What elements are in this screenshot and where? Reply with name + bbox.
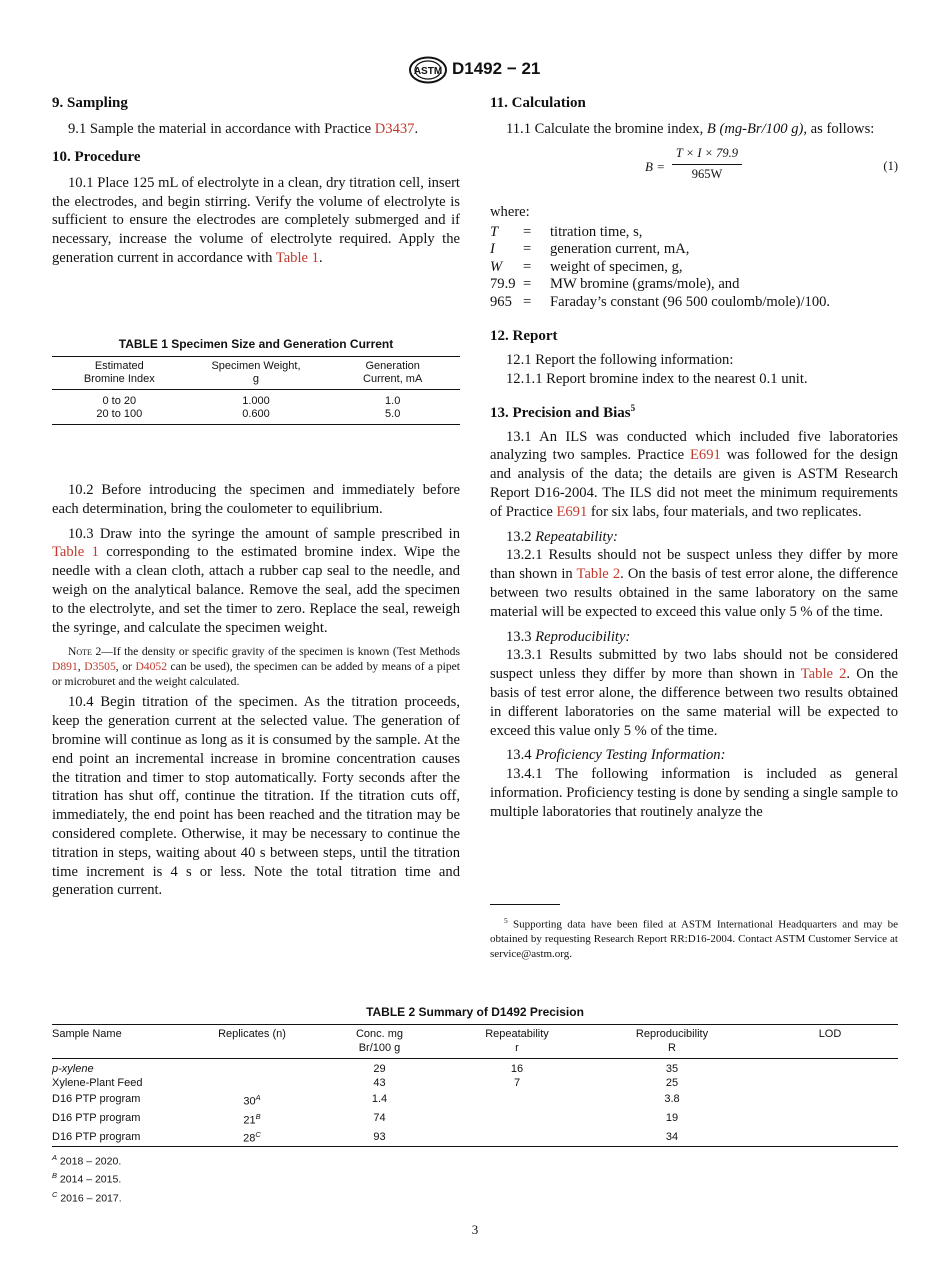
table-cell bbox=[452, 1109, 582, 1128]
table-cell: 1.4 bbox=[371, 1093, 388, 1106]
table-cell bbox=[762, 1109, 898, 1128]
para-13-2: 13.2 Repeatability: bbox=[506, 528, 618, 545]
definition-row: I = generation current, mA, bbox=[490, 241, 690, 258]
footnote-5: $^5$ Supporting data have been filed at ASTM International Headquarters and may be obtained by requesting Research Report RR:D16-2004. Contact ASTM Customer Service at service@astm.org. bbox=[490, 916, 898, 960]
table-cell: 93 bbox=[373, 1130, 386, 1143]
table-cell: D16 PTP program bbox=[52, 1093, 141, 1106]
table-cell: Xylene-Plant Feed bbox=[52, 1077, 143, 1089]
table-cell: p-xylene bbox=[52, 1063, 94, 1075]
astm-logo bbox=[408, 56, 448, 84]
para-13-3: 13.3 Reproducibility: bbox=[506, 628, 631, 645]
para-13-4-1: 13.4.1 The following information is included as general information. Proficiency testing is done by sending a single sample to multiple laboratories that routinely analyze the bbox=[490, 766, 898, 820]
para-13-2-1: 13.2.1 Results should not be suspect unless they differ by more than shown in Table 2. On the basis of test error alone, the difference between two results obtained in the same laboratory on the same material will be expected to exceed this value only 5 % of the time. bbox=[490, 547, 898, 620]
table-cell bbox=[452, 1127, 582, 1146]
table-cell: $21^B$ bbox=[243, 1111, 261, 1127]
table-1-grid bbox=[52, 356, 460, 425]
table-cell: 16 bbox=[510, 1063, 524, 1075]
table-1-header: Estimated Bromine Index bbox=[83, 360, 155, 385]
link-table-1[interactable]: Table 1 bbox=[275, 249, 319, 266]
para-13-3-1: 13.3.1 Results submitted by two labs should not be considered suspect unless they differ by more than shown in Table 2. On the basis of test error alone, the difference between two results obtained in different laboratories on the same material will be expected to exceed this value only 5 % of the time. bbox=[490, 647, 898, 739]
note-label: Note 2 bbox=[68, 645, 102, 659]
table-2 bbox=[52, 1005, 898, 1205]
definition-row: 965 = Faraday’s constant (96 500 coulomb/mole)/100. bbox=[490, 293, 831, 310]
table-cell: 20 to 100 bbox=[96, 408, 143, 420]
equation-1 bbox=[490, 142, 898, 194]
table-2-header: Sample Name bbox=[52, 1028, 122, 1040]
page-number: 3 bbox=[471, 1222, 479, 1237]
section-13-title: 13. Precision and Bias$^5$ bbox=[490, 402, 636, 421]
link-d891[interactable]: D891 bbox=[52, 660, 78, 674]
para-12-1: 12.1 Report the following information: bbox=[506, 352, 734, 369]
link-e691[interactable]: E691 bbox=[556, 503, 588, 520]
table-2-note: $^C$ 2016 – 2017. bbox=[52, 1189, 122, 1205]
table-2-header: Conc. mg Br/100 g bbox=[355, 1028, 404, 1054]
table-row bbox=[52, 1059, 898, 1077]
table-row bbox=[52, 408, 460, 425]
left-column-lower bbox=[52, 481, 460, 900]
right-column bbox=[490, 94, 898, 822]
para-10-2: 10.2 Before introducing the specimen and immediately before each determination, bring the coulometer to equilibrium. bbox=[52, 482, 460, 517]
note-2: Note 2—If the density or specific gravity of the specimen is known (Test Methods D891, D3505, or D4052 can be used), the specimen can be added by means of a pipet or microburet and the weight calculated. bbox=[52, 645, 460, 689]
table-1 bbox=[52, 337, 460, 425]
table-row bbox=[52, 1109, 898, 1128]
section-11-title: 11. Calculation bbox=[490, 95, 586, 111]
link-table-2[interactable]: Table 2 bbox=[800, 666, 847, 683]
table-cell bbox=[197, 1076, 307, 1090]
section-12-title: 12. Report bbox=[490, 328, 558, 345]
svg-text:ASTM: ASTM bbox=[413, 66, 443, 77]
para-10-3: 10.3 Draw into the syringe the amount of sample prescribed in Table 1 corresponding to the estimated bromine index. Wipe the needle with a clean cloth, attach a rubber cap seal to the needle, and weigh on the analytical balance. Remove the seal, add the specimen to the electrolyte, and set the timer to zero. Replace the seal, reweigh the syringe, and calculate the specimen weight. bbox=[52, 525, 460, 636]
table-2-header: Reproducibility R bbox=[635, 1028, 709, 1054]
table-cell: $28^C$ bbox=[243, 1130, 261, 1145]
para-11-1: 11.1 Calculate the bromine index, B (mg-Br/100 g), as follows: bbox=[506, 121, 875, 137]
table-cell bbox=[452, 1090, 582, 1109]
link-table-2[interactable]: Table 2 bbox=[576, 566, 621, 583]
where-definitions bbox=[490, 224, 830, 312]
table-1-header-row bbox=[52, 357, 460, 390]
table-2-header: Replicates (n) bbox=[218, 1028, 286, 1040]
table-cell: 7 bbox=[513, 1077, 521, 1089]
table-cell: 43 bbox=[373, 1077, 386, 1089]
table-cell: D16 PTP program bbox=[52, 1111, 141, 1124]
equation-lhs: B = bbox=[645, 158, 665, 174]
table-cell: 74 bbox=[373, 1111, 386, 1124]
para-13-4: 13.4 Proficiency Testing Information: bbox=[506, 747, 726, 764]
table-1-title: TABLE 1 Specimen Size and Generation Current bbox=[118, 337, 394, 351]
table-2-grid bbox=[52, 1024, 898, 1147]
table-cell: D16 PTP program bbox=[52, 1130, 141, 1143]
link-d4052[interactable]: D4052 bbox=[135, 660, 167, 674]
para-10-1: 10.1 Place 125 mL of electrolyte in a clean, dry titration cell, insert the electrodes, and begin stirring. Verify the volume of electrolyte is sufficient to ensure the electrodes are completely submerged and if necessary, increase the volume of electrolyte required. Apply the generation current in accordance with Table 1. bbox=[52, 174, 460, 266]
definition-row: 79.9 = MW bromine (grams/mole), and bbox=[490, 276, 740, 293]
definition-row: T = titration time, s, bbox=[490, 223, 643, 240]
link-table-1[interactable]: Table 1 bbox=[52, 544, 99, 561]
link-d3505[interactable]: D3505 bbox=[84, 660, 116, 674]
table-cell: 3.8 bbox=[664, 1093, 680, 1106]
table-cell: 19 bbox=[665, 1111, 679, 1124]
table-2-title: TABLE 2 Summary of D1492 Precision bbox=[366, 1005, 584, 1019]
document-designation: D1492 − 21 bbox=[452, 59, 541, 78]
table-cell bbox=[197, 1059, 307, 1077]
table-1-header: Generation Current, mA bbox=[363, 360, 423, 385]
para-10-4: 10.4 Begin titration of the specimen. As the titration proceeds, keep the generation current at the selected value. The generation of bromine will continue as long as it is consumed by the sample. At the end point an incremental increase in bromine concentration causes the titration and timer to stop automatically. Forty seconds after the titration has shut off, continue the titration. If the titration cuts off, immediately, the end point has been reached and the titration may be considered complete. Otherwise, it may be necessary to continue the titration in steps, waiting about 40 s between steps, until the titration time increment is 4 s or less. Note the total titration time and generation current. bbox=[52, 694, 460, 899]
table-2-header-row bbox=[52, 1025, 898, 1059]
definition-row: W = weight of specimen, g, bbox=[490, 258, 683, 275]
link-e691[interactable]: E691 bbox=[690, 447, 721, 464]
equation-numerator: T × I × 79.9 bbox=[675, 145, 739, 160]
section-10-title: 10. Procedure bbox=[52, 148, 141, 165]
table-2-notes bbox=[52, 1150, 898, 1206]
table-cell: 1.000 bbox=[242, 395, 270, 407]
table-row bbox=[52, 1090, 898, 1109]
page-header bbox=[0, 56, 950, 86]
table-2-header: LOD bbox=[818, 1028, 842, 1040]
table-cell: 29 bbox=[373, 1063, 386, 1075]
table-cell: 0.600 bbox=[242, 408, 270, 420]
footnote-rule bbox=[490, 904, 560, 905]
para-13-1: 13.1 An ILS was conducted which included five laboratories analyzing two samples. Practice E691 was followed for the design and analysis of the data; the details are given is ASTM Research Report D16-2004. The ILS did not meet the minimum requirements of Practice E691 for six labs, four materials, and two replicates. bbox=[490, 428, 899, 520]
table-2-note: $^A$ 2018 – 2020. bbox=[52, 1152, 122, 1168]
section-9-title: 9. Sampling bbox=[52, 95, 128, 111]
table-2-note: $^B$ 2014 – 2015. bbox=[52, 1171, 122, 1186]
table-cell: 35 bbox=[665, 1063, 679, 1075]
table-2-header: Repeatability r bbox=[485, 1028, 549, 1054]
table-row bbox=[52, 1076, 898, 1090]
table-row bbox=[52, 390, 460, 409]
equation-fraction-bar bbox=[672, 164, 742, 165]
table-cell: $30^A$ bbox=[243, 1093, 261, 1108]
table-cell: 25 bbox=[665, 1077, 679, 1089]
equation-number: (1) bbox=[883, 158, 898, 173]
table-cell: 0 to 20 bbox=[102, 395, 137, 407]
table-cell: 34 bbox=[665, 1130, 679, 1143]
table-1-header: Specimen Weight, g bbox=[211, 360, 301, 385]
table-row bbox=[52, 1127, 898, 1146]
left-column bbox=[52, 94, 460, 268]
para-12-1-1: 12.1.1 Report bromine index to the nearest 0.1 unit. bbox=[506, 370, 808, 387]
table-cell: 5.0 bbox=[385, 408, 401, 420]
table-cell: 1.0 bbox=[385, 395, 401, 407]
para-9-1: 9.1 Sample the material in accordance with Practice D3437. bbox=[68, 121, 419, 137]
link-d3437[interactable]: D3437 bbox=[374, 121, 415, 137]
table-cell bbox=[762, 1127, 898, 1146]
table-cell bbox=[762, 1090, 898, 1109]
equation-denominator: 965W bbox=[691, 166, 723, 181]
where-label: where: bbox=[490, 203, 530, 220]
table-cell bbox=[762, 1059, 898, 1077]
table-cell bbox=[762, 1076, 898, 1090]
